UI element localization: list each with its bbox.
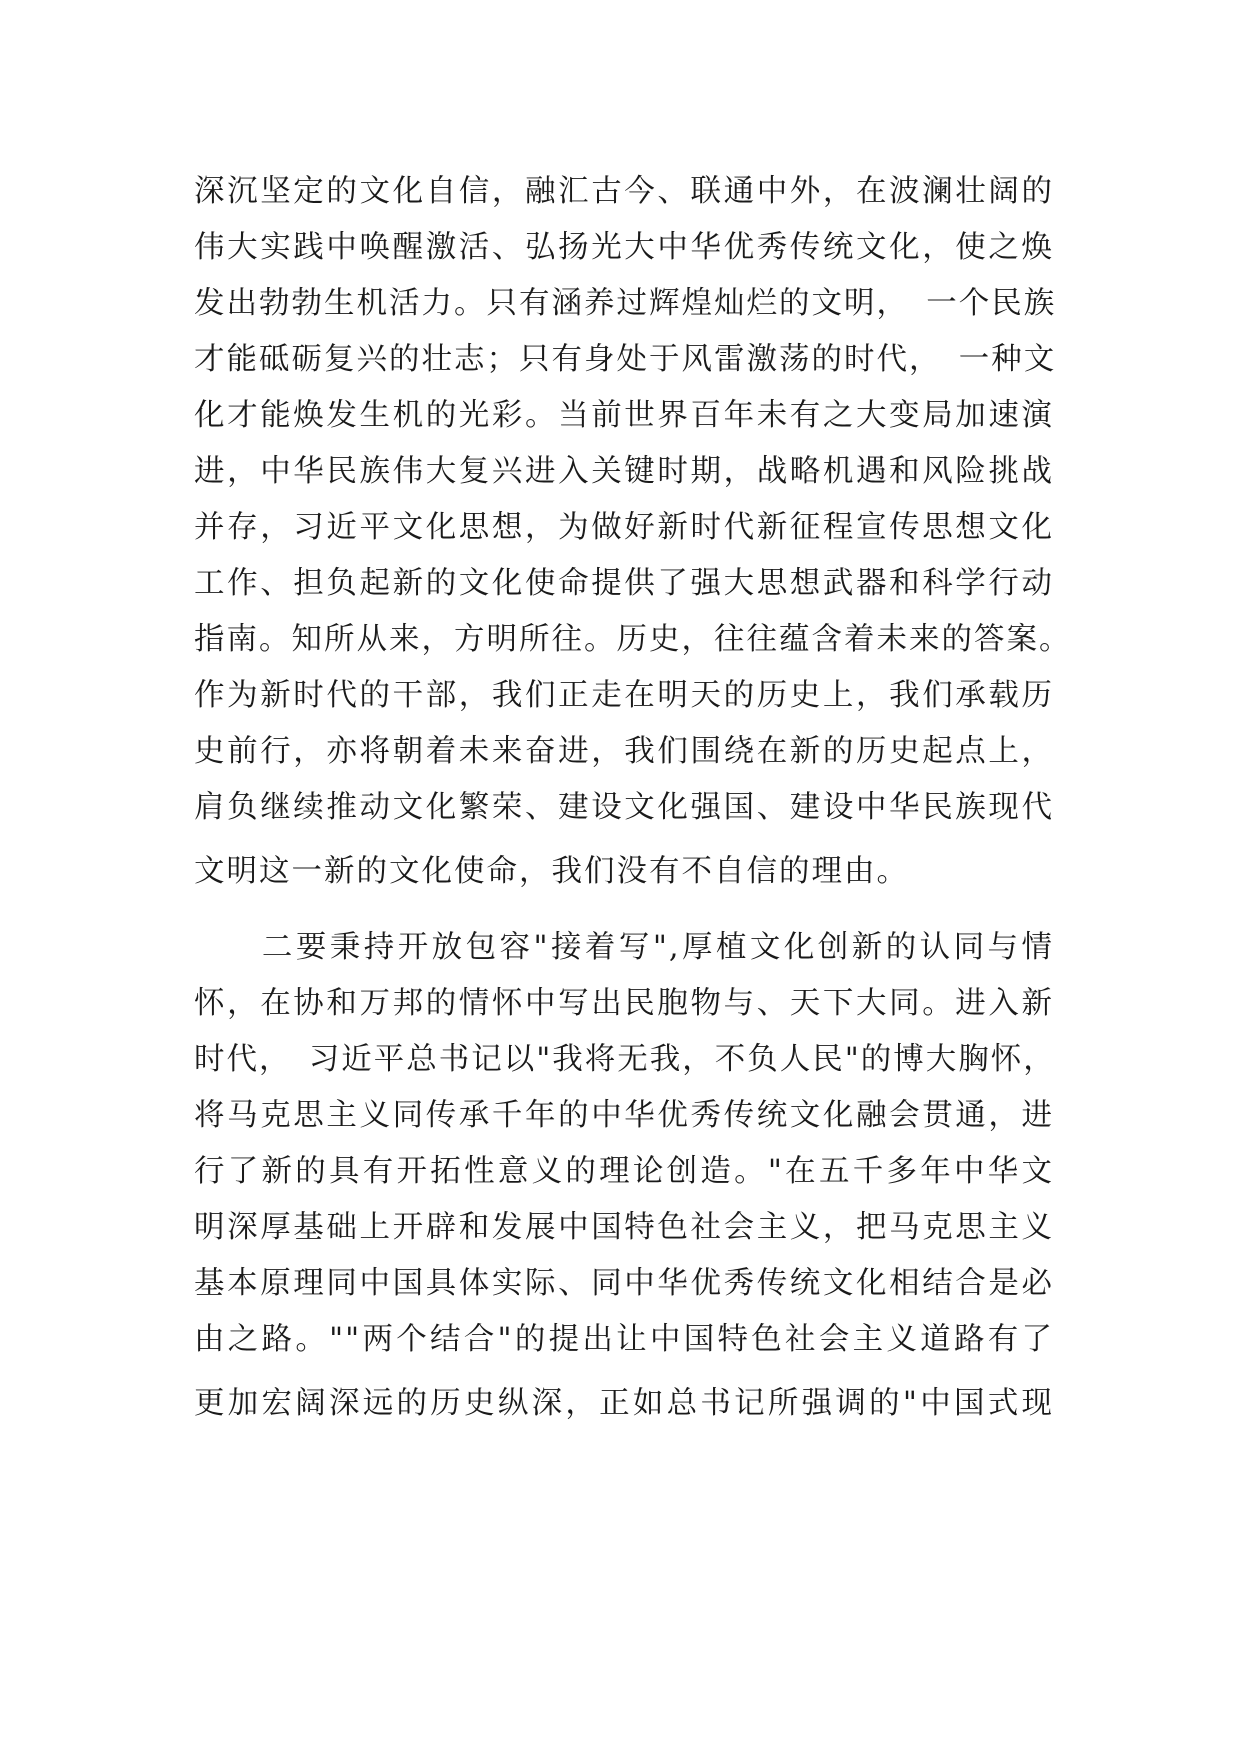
text-line: 明深厚基础上开辟和发展中国特色社会主义，把马克思主义 [194,1210,1054,1245]
paragraph-2 [194,920,1054,1432]
text-line: 怀，在协和万邦的情怀中写出民胞物与、天下大同。进入新 [194,986,1054,1021]
text-line: 化才能焕发生机的光彩。当前世界百年未有之大变局加速演 [194,398,1054,433]
text-line: 进，中华民族伟大复兴进入关键时期，战略机遇和风险挑战 [194,454,1054,489]
document-body [194,164,1072,1432]
text-line: 将马克思主义同传承千年的中华优秀传统文化融会贯通，进 [194,1098,1054,1133]
text-line: 深沉坚定的文化自信，融汇古今、联通中外，在波澜壮阔的 [194,174,1054,209]
text-line: 发出勃勃生机活力。只有涵养过辉煌灿烂的文明， 一个民族 [194,286,1057,321]
text-line: 时代， 习近平总书记以"我将无我，不负人民"的博大胸怀， [194,1042,1056,1077]
text-line: 肩负继续推动文化繁荣、建设文化强国、建设中华民族现代 [194,790,1054,825]
text-line: 基本原理同中国具体实际、同中华优秀传统文化相结合是必 [194,1266,1054,1301]
text-line: 指南。知所从来，方明所往。历史，往往蕴含着未来的答案。 [194,622,1072,657]
text-line: 更加宏阔深远的历史纵深，正如总书记所强调的"中国式现 [194,1386,1054,1421]
text-line: 并存，习近平文化思想，为做好新时代新征程宣传思想文化 [194,510,1054,545]
text-line: 由之路。""两个结合"的提出让中国特色社会主义道路有了 [194,1322,1054,1357]
text-line: 才能砥砺复兴的壮志；只有身处于风雷激荡的时代， 一种文 [194,342,1057,377]
text-line: 文明这一新的文化使命，我们没有不自信的理由。 [194,854,909,889]
text-line: 工作、担负起新的文化使命提供了强大思想武器和科学行动 [194,566,1054,601]
text-line: 史前行，亦将朝着未来奋进，我们围绕在新的历史起点上， [194,734,1054,769]
text-line: 作为新时代的干部，我们正走在明天的历史上，我们承载历 [194,678,1054,713]
paragraph-1 [194,164,1072,900]
paragraph-spacer [194,900,1054,920]
text-line: 伟大实践中唤醒激活、弘扬光大中华优秀传统文化，使之焕 [194,230,1054,265]
text-line: 二要秉持开放包容"接着写",厚植文化创新的认同与情 [194,930,1054,965]
text-line: 行了新的具有开拓性意义的理论创造。"在五千多年中华文 [194,1154,1054,1189]
